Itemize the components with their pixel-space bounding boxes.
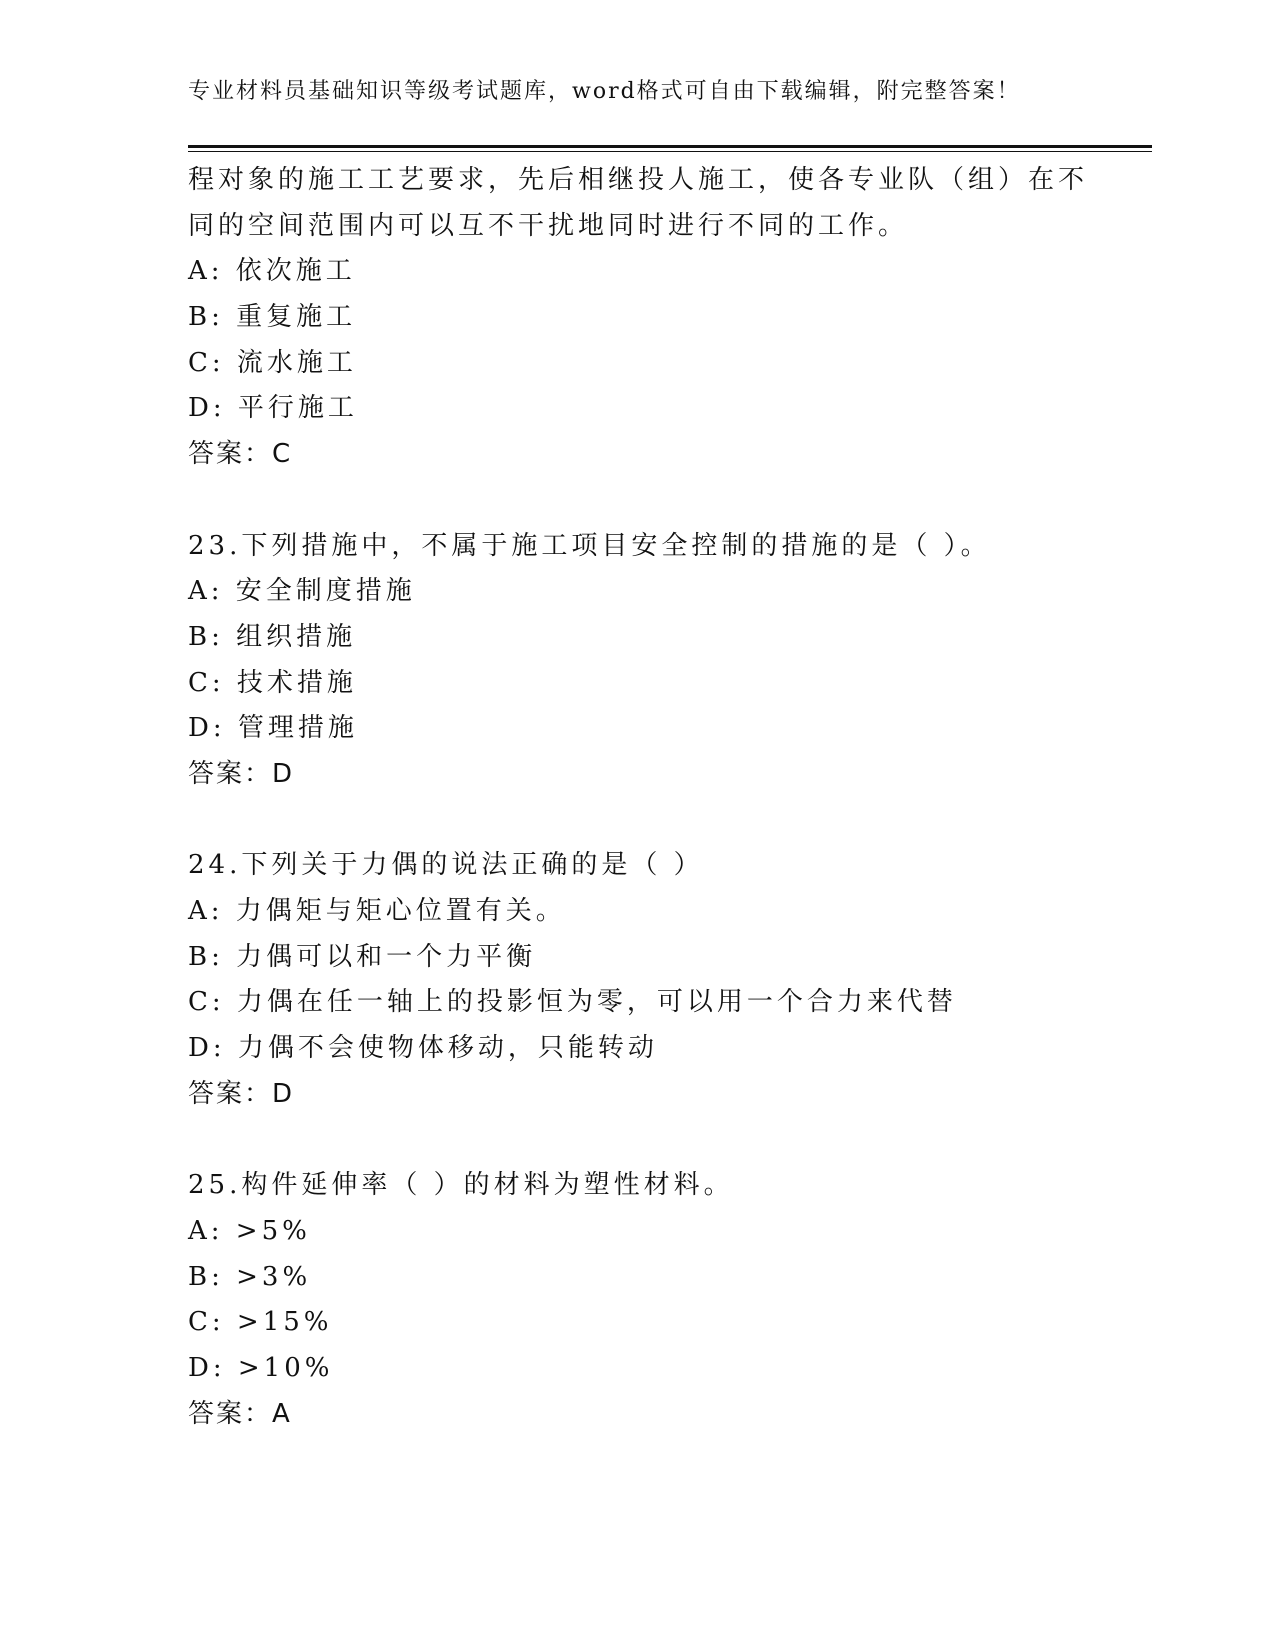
option: D: >10% (188, 1352, 334, 1383)
question-stem: 24.下列关于力偶的说法正确的是（ ） (188, 850, 704, 881)
answer: 答案：A (188, 1398, 292, 1429)
option: A: 安全制度措施 (188, 576, 416, 607)
option: B: 组织措施 (188, 621, 357, 652)
header-rule-thick (188, 145, 1152, 148)
question-stem: 25.构件延伸率（ ）的材料为塑性材料。 (188, 1170, 734, 1201)
option: D: 平行施工 (188, 393, 358, 424)
option: C: >15% (188, 1307, 333, 1338)
intro-line: 程对象的施工工艺要求，先后相继投人施工，使各专业队（组）在不 (188, 165, 1089, 195)
option: A: >5% (188, 1215, 311, 1246)
option: D: 管理措施 (188, 713, 358, 744)
option: B: >3% (188, 1261, 312, 1292)
answer: 答案：D (188, 1078, 295, 1109)
answer: 答案：C (188, 439, 293, 470)
question-stem: 23.下列措施中，不属于施工项目安全控制的措施的是（ ）。 (188, 530, 991, 561)
option: A: 力偶矩与矩心位置有关。 (188, 896, 566, 926)
option: C: 技术措施 (188, 667, 357, 698)
option: C: 力偶在任一轴上的投影恒为零，可以用一个合力来代替 (188, 987, 957, 1018)
option: A: 依次施工 (188, 256, 356, 287)
question-content (188, 158, 1128, 1437)
option: B: 重复施工 (188, 302, 357, 333)
option: B: 力偶可以和一个力平衡 (188, 941, 537, 972)
option: C: 流水施工 (188, 347, 357, 378)
option: D: 力偶不会使物体移动，只能转动 (188, 1033, 658, 1064)
intro-line: 同的空间范围内可以互不干扰地同时进行不同的工作。 (188, 210, 909, 241)
header-rule-thin (188, 151, 1152, 152)
answer: 答案：D (188, 758, 295, 789)
page-header: 专业材料员基础知识等级考试题库，word格式可自由下载编辑，附完整答案！ (188, 79, 1021, 104)
